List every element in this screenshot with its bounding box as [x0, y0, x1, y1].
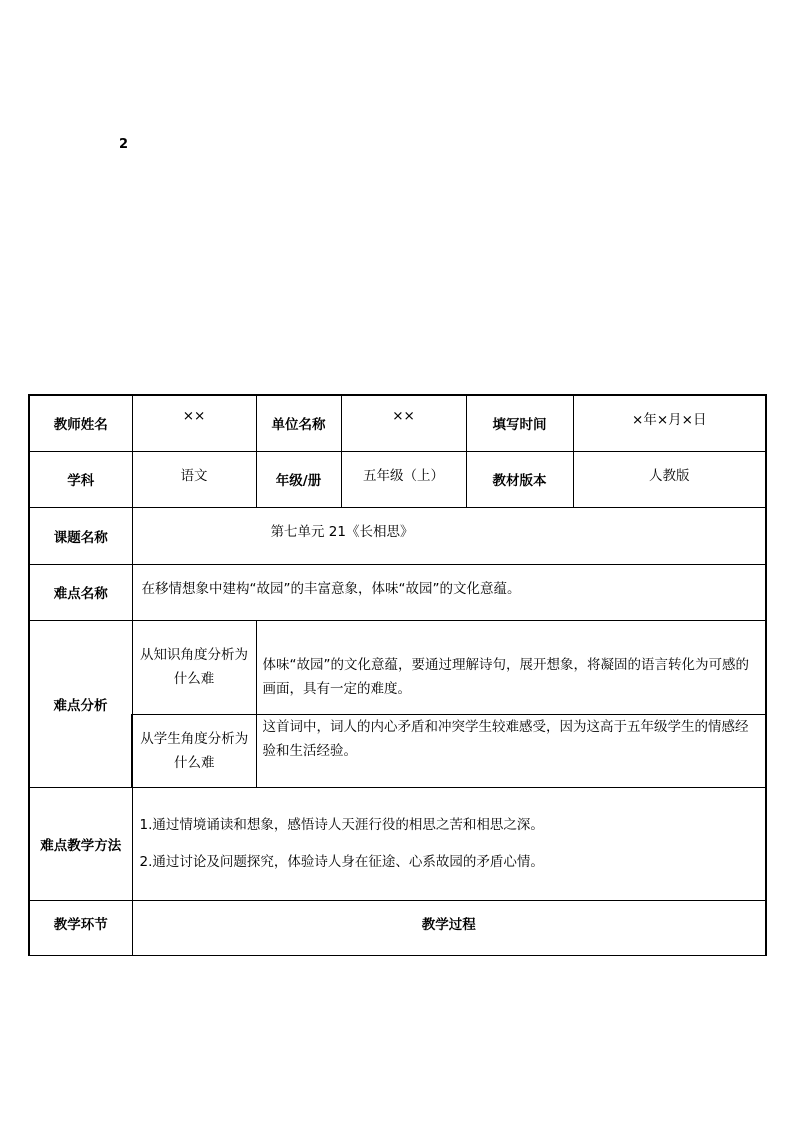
unit-name-label: 单位名称 [256, 395, 341, 451]
lesson-plan-table [28, 394, 767, 956]
table-row-teacher [29, 395, 766, 451]
subject-label: 学科 [29, 451, 132, 507]
table-row-subject [29, 451, 766, 507]
edition-value: 人教版 [573, 451, 766, 507]
table-row-knowledge-analysis [29, 620, 766, 714]
teacher-name-label: 教师姓名 [29, 395, 132, 451]
teaching-process-label: 教学过程 [132, 900, 766, 955]
fill-date-label: 填写时间 [466, 395, 573, 451]
teacher-name-value: ×× [132, 395, 256, 451]
subject-value: 语文 [132, 451, 256, 507]
table-row-methods [29, 787, 766, 900]
student-angle-label: 从学生角度分析为什么难 [132, 714, 256, 787]
knowledge-angle-label: 从知识角度分析为什么难 [132, 620, 256, 714]
table-row-process [29, 900, 766, 955]
student-angle-text: 这首词中，词人的内心矛盾和冲突学生较难感受，因为这高于五年级学生的情感经验和生活经验。 [256, 714, 766, 787]
knowledge-angle-text: 体味“故园”的文化意蕴，要通过理解诗句，展开想象，将凝固的语言转化为可感的画面，具有一定的难度。 [256, 620, 766, 714]
teaching-methods-list [132, 787, 766, 900]
teaching-methods-label: 难点教学方法 [29, 787, 132, 900]
grade-value: 五年级（上） [341, 451, 466, 507]
fill-date-value: ×年×月×日 [573, 395, 766, 451]
table-row-student-analysis [29, 714, 766, 787]
difficulty-name-value: 在移情想象中建构“故园”的丰富意象，体味“故园”的文化意蕴。 [132, 564, 766, 620]
difficulty-name-label: 难点名称 [29, 564, 132, 620]
method-item: 2.通过讨论及问题探究，体验诗人身在征途、心系故园的矛盾心情。 [139, 854, 544, 870]
edition-label: 教材版本 [466, 451, 573, 507]
unit-name-value: ×× [341, 395, 466, 451]
difficulty-analysis-label: 难点分析 [29, 620, 132, 787]
grade-label: 年级/册 [256, 451, 341, 507]
table-row-difficulty [29, 564, 766, 620]
page-number: 2 [119, 137, 129, 152]
lesson-title-value: 第七单元 21《长相思》 [132, 507, 766, 564]
teaching-stage-label: 教学环节 [29, 900, 132, 955]
method-item: 1.通过情境诵读和想象，感悟诗人天涯行役的相思之苦和相思之深。 [139, 817, 544, 833]
lesson-title-label: 课题名称 [29, 507, 132, 564]
table-row-lesson [29, 507, 766, 564]
